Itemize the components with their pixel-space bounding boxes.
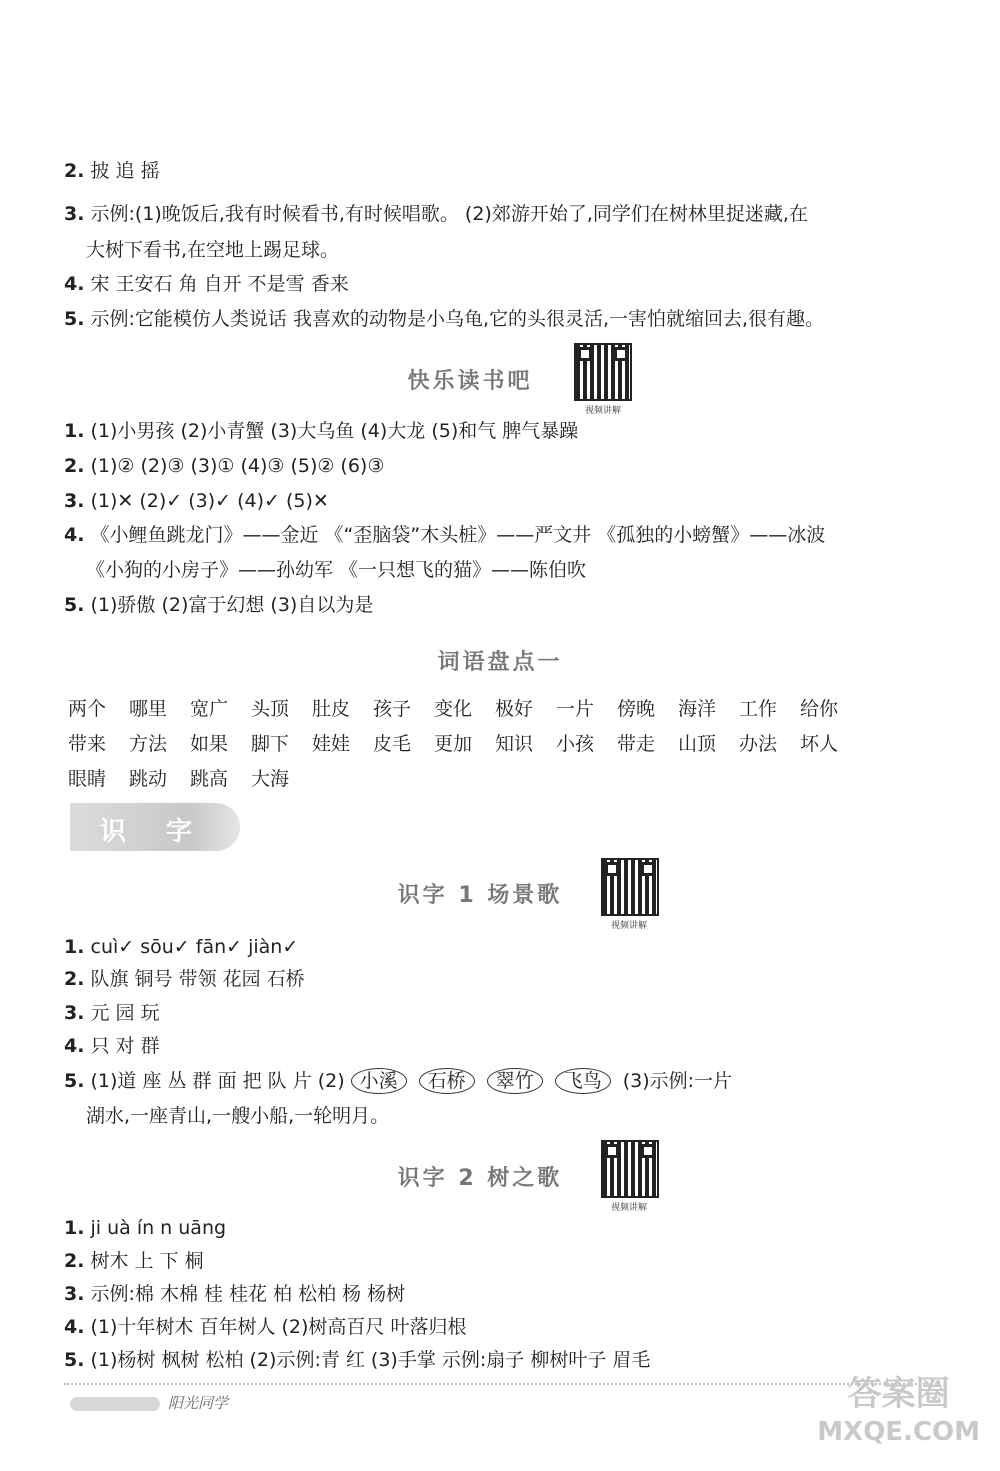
answer-5: 5. 示例:它能模仿人类说话 我喜欢的动物是小乌龟,它的头很灵活,一害怕就缩回去,很有趣。 xyxy=(64,308,825,330)
reading-answer-2: 2. (1)② (2)③ (3)① (4)③ (5)② (6)③ xyxy=(64,455,385,477)
lit2-answer-5: 5. (1)杨树 枫树 松柏 (2)示例:青 红 (3)手掌 示例:扇子 柳树叶子 眉毛 xyxy=(64,1349,651,1371)
reading-answer-4-cont: 《小狗的小房子》——孙幼军 《一只想飞的猫》——陈伯吹 xyxy=(86,559,587,581)
qr-caption: 视频讲解 xyxy=(610,1203,647,1213)
reading-answer-5: 5. (1)骄傲 (2)富于幻想 (3)自以为是 xyxy=(64,594,374,616)
lit1-answer-5-cont: 湖水,一座青山,一艘小船,一轮明月。 xyxy=(86,1105,390,1127)
reading-answer-3: 3. (1)✕ (2)✓ (3)✓ (4)✓ (5)✕ xyxy=(64,490,329,512)
section-title-reading: 快乐读书吧 xyxy=(407,369,533,394)
lit1-answer-3: 3. 元 园 玩 xyxy=(64,1002,160,1024)
reading-answer-4: 4. 《小鲤鱼跳龙门》——金近 《“歪脑袋”木头桩》——严文井 《孤独的小螃蟹》——冰波 xyxy=(64,524,826,546)
answer-2: 2. 披 追 摇 xyxy=(64,160,160,182)
qr-code-icon[interactable] xyxy=(601,858,659,916)
qr-caption: 视频讲解 xyxy=(584,406,621,416)
answer-3: 3. 示例:(1)晚饭后,我有时候看书,有时候唱歌。 (2)郊游开始了,同学们在树林里捉迷藏,在 xyxy=(64,203,808,225)
lit1-answer-2: 2. 队旗 铜号 带领 花园 石桥 xyxy=(64,968,305,990)
answer-3-cont: 大树下看书,在空地上踢足球。 xyxy=(86,239,340,261)
lit2-answer-3: 3. 示例:棉 木棉 桂 桂花 柏 松柏 杨 杨树 xyxy=(64,1283,406,1305)
vocab-row-3: 眼睛 跳动 跳高 大海 xyxy=(68,768,290,790)
vocab-row-1: 两个 哪里 宽广 头顶 肚皮 孩子 变化 极好 一片 傍晚 海洋 工作 给你 xyxy=(68,698,839,720)
reading-answer-1: 1. (1)小男孩 (2)小青蟹 (3)大乌鱼 (4)大龙 (5)和气 脾气暴躁 xyxy=(64,420,579,442)
section-title-literacy-1: 识字 1 场景歌 xyxy=(397,883,563,908)
banner-label: 识字 xyxy=(100,817,233,847)
circled-word: 翠竹 xyxy=(487,1068,543,1094)
vocab-row-2: 带来 方法 如果 脚下 娃娃 皮毛 更加 知识 小孩 带走 山顶 办法 坏人 xyxy=(68,733,839,755)
section-title-literacy-2: 识字 2 树之歌 xyxy=(397,1166,563,1191)
publisher-logo: 阳光同学 xyxy=(70,1392,228,1412)
page-number-badge xyxy=(70,1397,160,1411)
circled-word: 石桥 xyxy=(419,1068,475,1094)
circled-word: 飞鸟 xyxy=(555,1068,611,1094)
footer-divider xyxy=(64,1383,940,1385)
lit1-answer-4: 4. 只 对 群 xyxy=(64,1035,160,1057)
qr-code-icon[interactable] xyxy=(601,1140,659,1198)
section-title-vocabulary: 词语盘点一 xyxy=(437,650,563,675)
qr-caption: 视频讲解 xyxy=(610,921,647,931)
qr-code-icon[interactable] xyxy=(574,343,632,401)
section-banner xyxy=(70,803,240,851)
answer-4: 4. 宋 王安石 角 自开 不是雪 香来 xyxy=(64,273,349,295)
lit2-answer-1: 1. ji uà ín n uāng xyxy=(64,1217,227,1239)
lit1-answer-5: 5. (1)道 座 丛 群 面 把 队 片 (2) 小溪 石桥 翠竹 飞鸟 (3)示例:一片 xyxy=(64,1070,733,1092)
lit1-answer-1: 1. cuì✓ sōu✓ fān✓ jiàn✓ xyxy=(64,936,299,958)
circled-word: 小溪 xyxy=(351,1068,407,1094)
lit2-answer-2: 2. 树木 上 下 桐 xyxy=(64,1250,204,1272)
lit2-answer-4: 4. (1)十年树木 百年树人 (2)树高百尺 叶落归根 xyxy=(64,1316,467,1338)
watermark: 答案圈 MXQE.COM xyxy=(817,1374,980,1447)
